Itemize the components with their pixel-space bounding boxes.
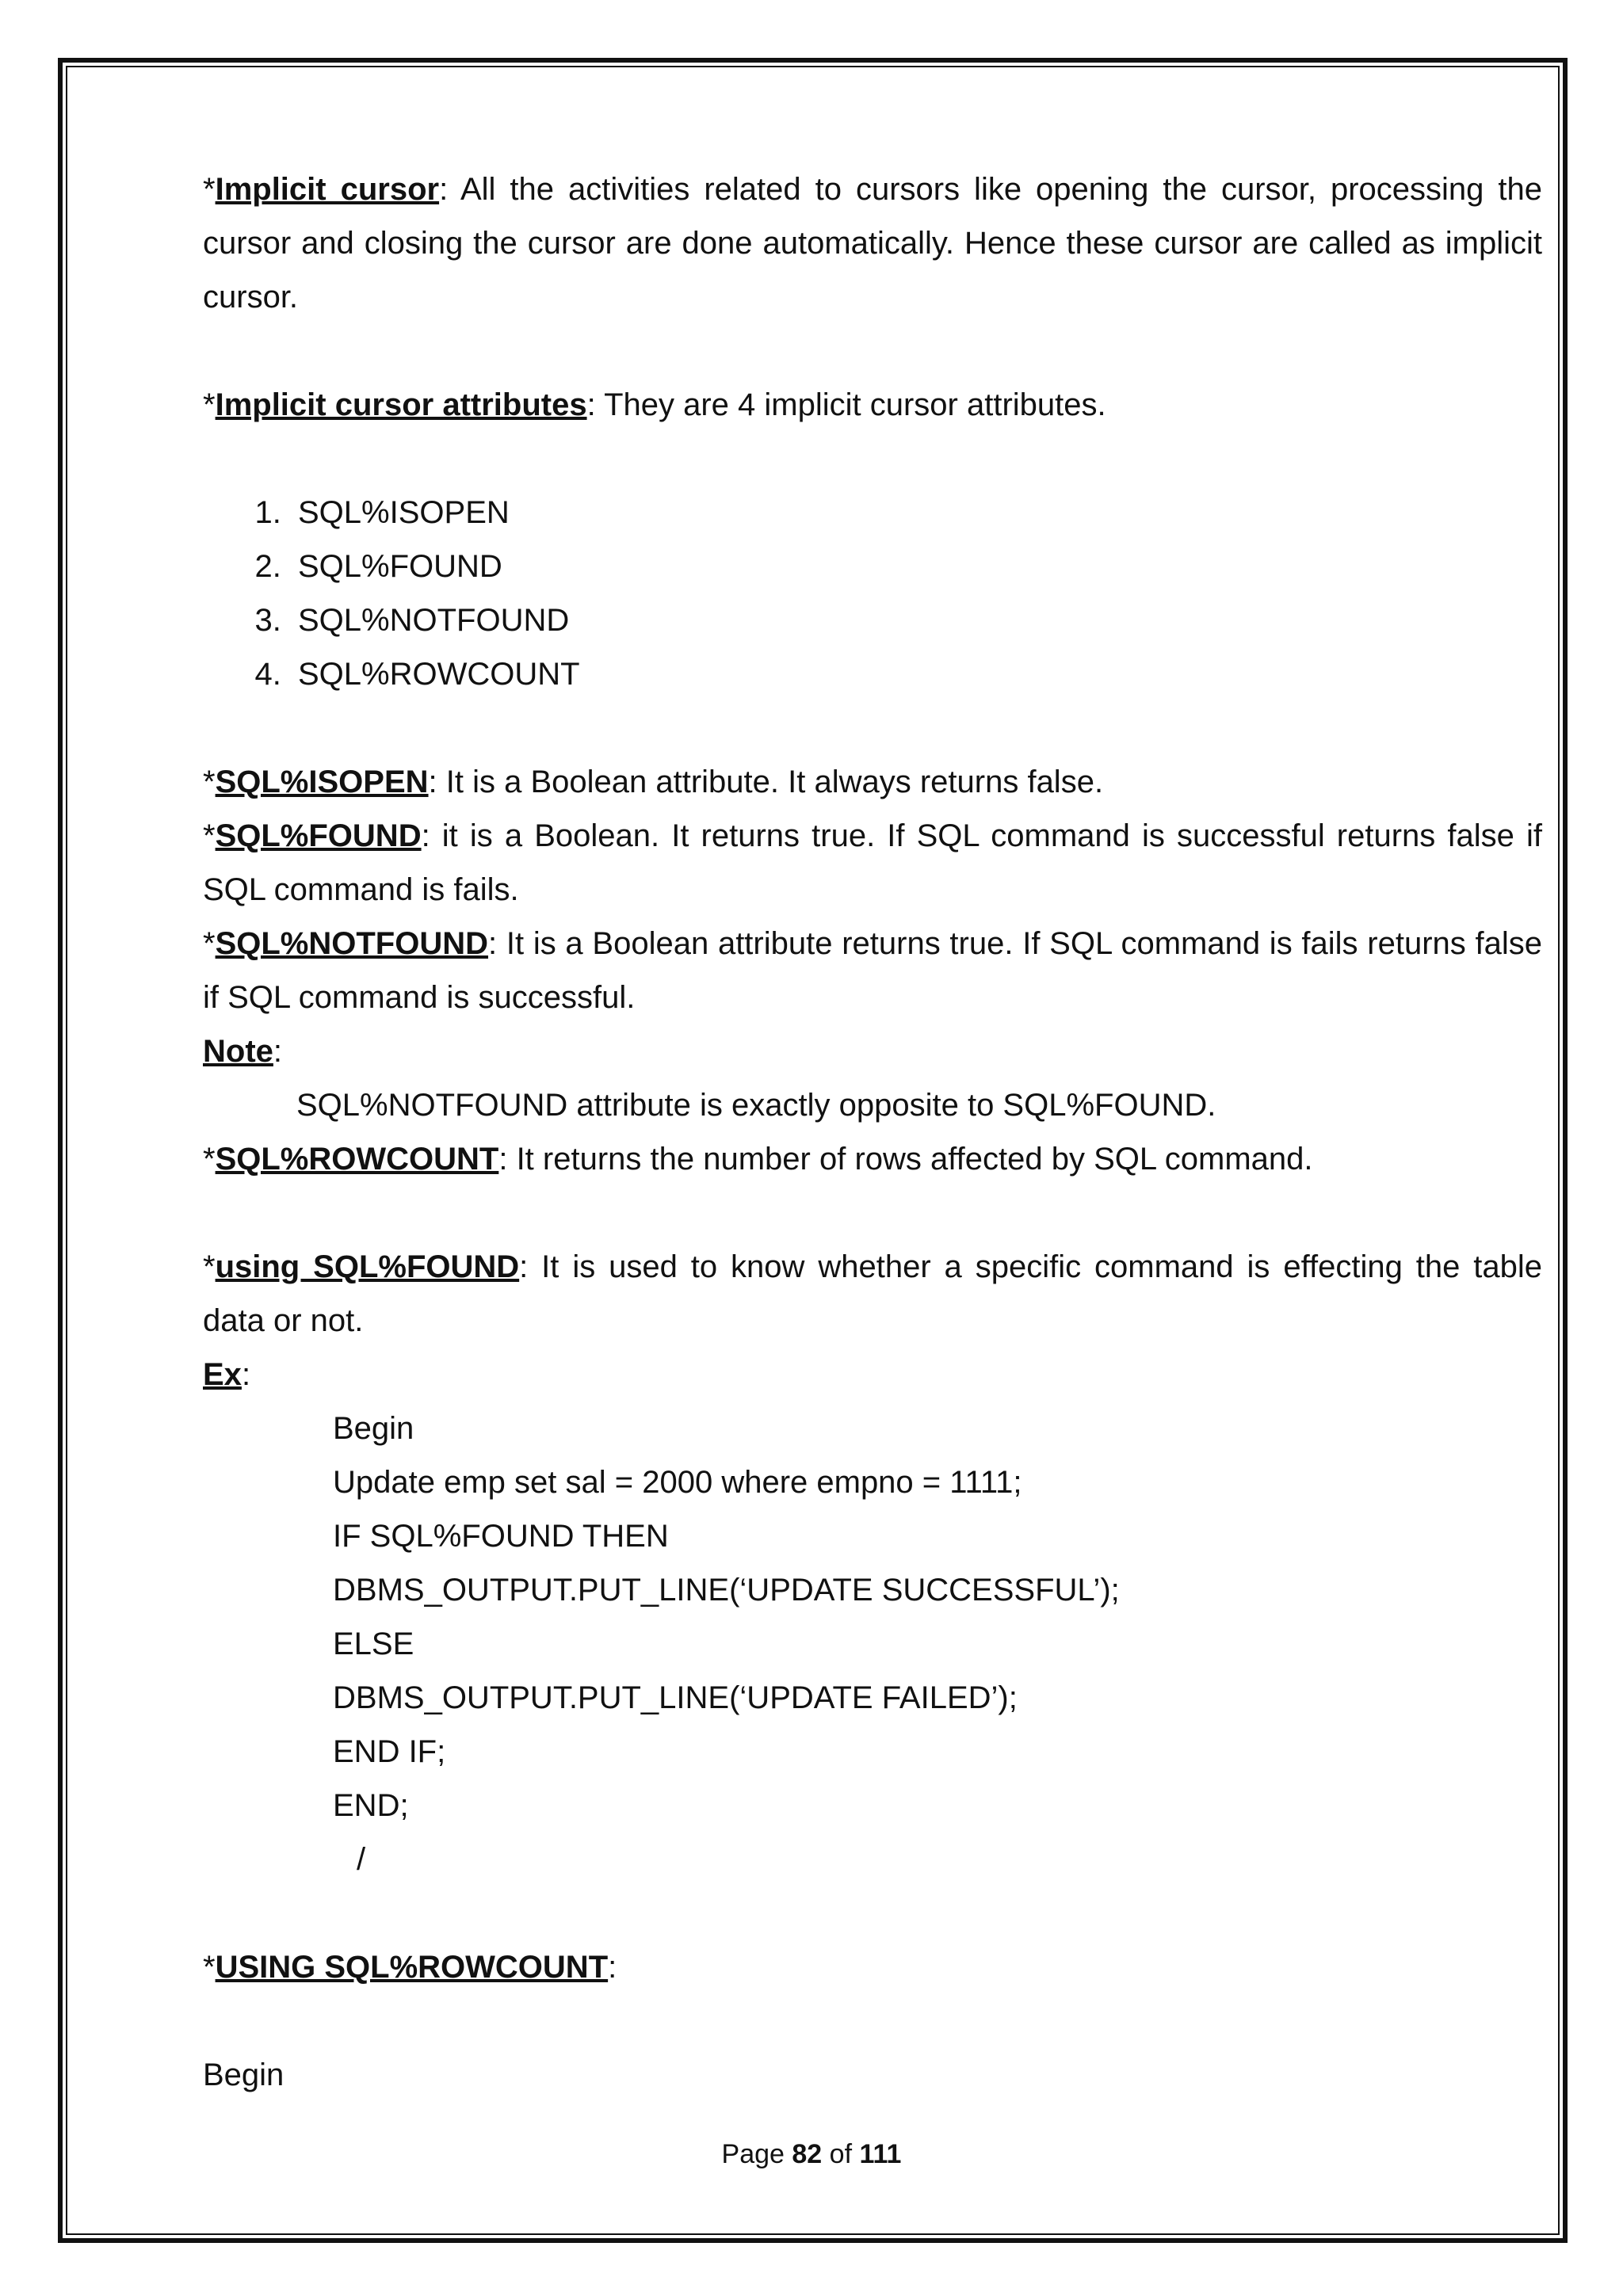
rowcount-heading: SQL%ROWCOUNT — [215, 1142, 499, 1177]
code-slash: / — [357, 1842, 366, 1877]
of-label: of — [829, 2139, 853, 2169]
page-label: Page — [721, 2139, 785, 2169]
attributes-heading: Implicit cursor attributes — [215, 387, 587, 422]
code-line: Begin — [333, 1411, 414, 1446]
found-heading: SQL%FOUND — [215, 818, 422, 853]
bullet-prefix: * — [203, 1950, 216, 1985]
code-line: IF SQL%FOUND THEN — [333, 1519, 669, 1554]
note-label-line — [203, 1024, 1542, 1078]
using-found-paragraph — [203, 1240, 1542, 1348]
isopen-heading: SQL%ISOPEN — [215, 765, 429, 799]
example-label-line — [203, 1348, 1542, 1402]
using-rowcount-colon: : — [608, 1950, 617, 1985]
list-item: 1. SQL%ISOPEN — [290, 486, 1542, 540]
bullet-prefix: * — [203, 765, 216, 799]
using-rowcount-paragraph — [203, 1940, 1542, 1994]
bullet-prefix: * — [203, 1249, 216, 1284]
code-line: END; — [333, 1788, 409, 1823]
code-line: DBMS_OUTPUT.PUT_LINE(‘UPDATE SUCCESSFUL’); — [333, 1573, 1120, 1608]
using-found-heading: using SQL%FOUND — [215, 1249, 520, 1284]
note-heading: Note — [203, 1034, 273, 1069]
list-item: 3. SQL%NOTFOUND — [290, 593, 1542, 647]
list-item: 4. SQL%ROWCOUNT — [290, 647, 1542, 701]
rowcount-paragraph — [203, 1132, 1542, 1186]
attributes-paragraph — [203, 378, 1542, 432]
using-rowcount-heading: USING SQL%ROWCOUNT — [215, 1950, 609, 1985]
bullet-prefix: * — [203, 818, 216, 853]
list-item: 2. SQL%FOUND — [290, 540, 1542, 593]
bullet-prefix: * — [203, 926, 216, 961]
implicit-cursor-paragraph — [203, 162, 1542, 324]
document-body — [203, 162, 1542, 2102]
rowcount-text: : It returns the number of rows affected by SQL command. — [498, 1142, 1313, 1177]
bullet-prefix: * — [203, 1142, 216, 1177]
isopen-paragraph — [203, 755, 1542, 809]
isopen-text: : It is a Boolean attribute. It always returns false. — [428, 765, 1104, 799]
implicit-cursor-text: : All the activities related to cursors like opening the cursor, processing the cursor and closing the cursor are done automatically. Hence these cursor are called as implicit cursor. — [203, 172, 1543, 315]
bullet-prefix: * — [203, 172, 216, 207]
code-line: Update emp set sal = 2000 where empno = 1111; — [333, 1465, 1022, 1500]
code-line: DBMS_OUTPUT.PUT_LINE(‘UPDATE FAILED’); — [333, 1680, 1018, 1715]
notfound-paragraph — [203, 917, 1542, 1024]
example-colon: : — [241, 1357, 251, 1392]
attributes-text: : They are 4 implicit cursor attributes. — [586, 387, 1106, 422]
found-paragraph — [203, 809, 1542, 917]
bullet-prefix: * — [203, 387, 216, 422]
code-line: ELSE — [333, 1627, 414, 1661]
example-heading: Ex — [203, 1357, 242, 1392]
begin-line: Begin — [203, 2058, 285, 2092]
attribute-list — [203, 486, 1542, 701]
code-line: END IF; — [333, 1734, 446, 1769]
total-pages: 111 — [859, 2139, 902, 2169]
using-found-text: : It is used to know whether a specific command is effecting the table data or not. — [203, 1249, 1542, 1338]
page-footer — [0, 2139, 1623, 2170]
page-number: 82 — [792, 2139, 823, 2169]
notfound-heading: SQL%NOTFOUND — [215, 926, 489, 961]
code-block — [203, 1402, 1542, 1886]
note-text: SQL%NOTFOUND attribute is exactly opposite to SQL%FOUND. — [296, 1088, 1216, 1123]
implicit-cursor-heading: Implicit cursor — [215, 172, 440, 207]
found-text: : it is a Boolean. It returns true. If SQL command is successful returns false if SQL command is fails. — [203, 818, 1542, 907]
notfound-text: : It is a Boolean attribute returns true. If SQL command is fails returns false if SQL command is successful. — [203, 926, 1542, 1015]
note-colon: : — [273, 1034, 283, 1069]
